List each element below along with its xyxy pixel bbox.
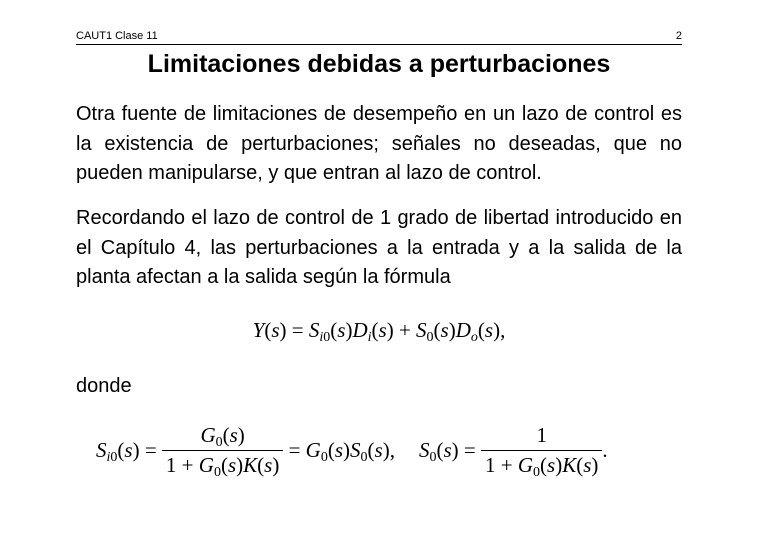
s0-fraction: $\frac{1}{1 + G_0(s)K(s)}$ [481,423,602,478]
paragraph-2: Recordando el lazo de control de 1 grado de libertad introducido en el Capítulo 4, las perturbaciones a la entrada y a la salida de la planta afectan a la salida según la fórmula [76,207,682,288]
output-equation: $Y(s) = S_{i0}(s)D_i(s) + S_0(s)D_o(s)$, [252,318,506,345]
page-number: 2 [675,30,682,42]
slide-title: Limitaciones debidas a perturbaciones [147,50,611,78]
course-label: CAUT1 Clase 11 [76,30,158,42]
paragraph-1: Otra fuente de limitaciones de desempeño en un lazo de control es la existencia de perturbaciones; señales no deseadas, que no pueden manipularse, y que entran al lazo de control. [76,103,682,184]
page-header [76,30,682,45]
donde-text: donde [76,375,132,397]
sensitivity-equations: $S_{i0}(s)$ = $\frac{G_0(s)}{1 + G_0(s)K(s)}$ = $G_0(s)S_0(s)$, $S_0(s)$ = $\frac{1}{1 + G_0(s)K(s)}$ . [96,422,608,480]
si0-fraction: $\frac{G_0(s)}{1 + G_0(s)K(s)}$ [162,423,283,478]
